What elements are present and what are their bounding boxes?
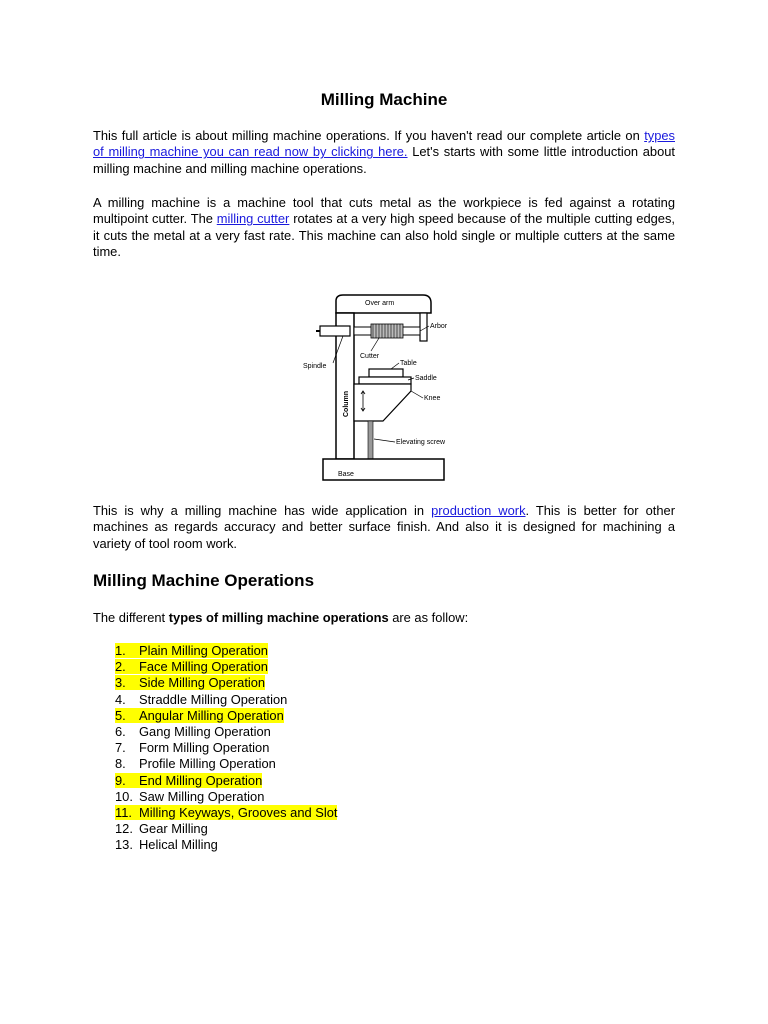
list-item-number: 8.	[115, 756, 126, 772]
label-arbor: Arbor	[430, 323, 448, 330]
definition-paragraph	[93, 195, 675, 261]
label-elevating-screw: Elevating screw	[396, 439, 446, 446]
list-item-number: 6.	[115, 723, 126, 739]
list-item-number: 3.	[115, 675, 126, 691]
list-item-label: Form Milling Operation	[139, 740, 270, 756]
operations-intro-paragraph	[93, 610, 675, 626]
section-heading-operations: Milling Machine Operations	[93, 571, 315, 590]
label-cutter: Cutter	[360, 353, 380, 360]
list-item	[115, 821, 337, 837]
list-item	[115, 789, 337, 805]
list-item-number: 1.	[115, 643, 126, 658]
list-item-label: Gear Milling	[139, 821, 208, 837]
list-item-label: Angular Milling Operation	[139, 707, 284, 723]
list-item	[115, 740, 337, 756]
list-item-label: Gang Milling Operation	[139, 723, 271, 739]
list-item-label: Side Milling Operation	[139, 675, 266, 691]
list-item-number: 5.	[115, 707, 126, 723]
list-item-label: Saw Milling Operation	[139, 788, 265, 804]
definition-text-before: A milling machine is a machine tool that cuts metal as the workpiece is fed against a rotating multipoint cutter. The	[93, 195, 675, 227]
label-saddle: Saddle	[415, 375, 437, 382]
page-title: Milling Machine	[320, 90, 448, 109]
list-item-label: Profile Milling Operation	[139, 756, 276, 772]
list-item-number: 9.	[115, 772, 126, 788]
list-item	[115, 773, 337, 789]
intro-text-after: Let's starts with some little introduction about milling machine and milling machine operations.	[93, 144, 675, 176]
list-item-number: 2.	[115, 659, 126, 675]
operations-intro-bold: types of milling machine operations	[168, 610, 389, 625]
operations-list	[115, 643, 337, 853]
production-work-link[interactable]: production work	[431, 503, 526, 518]
list-item	[115, 692, 337, 708]
label-knee: Knee	[424, 395, 441, 402]
list-item-number: 4.	[115, 691, 126, 707]
milling-cutter-link[interactable]: milling cutter	[216, 211, 290, 227]
list-item	[115, 756, 337, 772]
list-item	[115, 837, 337, 853]
list-item-number: 12.	[115, 821, 133, 837]
label-table: Table	[400, 360, 417, 367]
list-item	[115, 805, 337, 821]
milling-machine-diagram	[303, 291, 463, 483]
saddle-shape	[359, 377, 411, 384]
intro-paragraph	[93, 128, 675, 177]
list-item-number: 10.	[115, 788, 133, 804]
list-item-label: Milling Keyways, Grooves and Slot	[139, 804, 338, 820]
elevating-screw-shape	[368, 421, 373, 459]
operations-intro-before: The different	[93, 610, 169, 625]
table-shape	[369, 369, 403, 377]
label-spindle: Spindle	[303, 363, 327, 370]
label-base: Base	[338, 471, 354, 478]
types-of-milling-machine-link[interactable]: types of milling machine you can read now by clicking here.	[93, 128, 675, 160]
label-column: Column	[343, 390, 350, 417]
knee-shape	[354, 384, 411, 421]
application-text-after: . This is better for other machines as regards accuracy and better surface finish. And also it is designed for machining a variety of tool room work.	[93, 503, 675, 551]
list-item	[115, 675, 337, 691]
list-item-number: 7.	[115, 740, 126, 756]
list-item	[115, 659, 337, 675]
definition-text-after: rotates at a very high speed because of the multiple cutting edges, it cuts the metal at a very fast rate. This machine can also hold single or multiple cutters at the same time.	[93, 211, 675, 260]
list-item-label: Face Milling Operation	[139, 659, 268, 675]
label-over-arm: Over arm	[365, 300, 395, 307]
list-item	[115, 708, 337, 724]
list-item-label: Plain Milling Operation	[139, 643, 268, 658]
spindle-shape	[320, 326, 350, 336]
list-item	[115, 724, 337, 740]
list-item-label: End Milling Operation	[139, 772, 263, 788]
list-item-label: Helical Milling	[139, 837, 218, 853]
list-item-number: 13.	[115, 837, 133, 853]
operations-intro-after: are as follow:	[388, 610, 469, 625]
list-item-label: Straddle Milling Operation	[139, 691, 288, 707]
application-paragraph	[93, 503, 675, 552]
application-text-before: This is why a milling machine has wide application in	[93, 503, 432, 518]
list-item	[115, 643, 337, 659]
list-item-number: 11.	[115, 804, 132, 820]
intro-text-before: This full article is about milling machine operations. If you haven't read our complete article on	[93, 128, 645, 143]
